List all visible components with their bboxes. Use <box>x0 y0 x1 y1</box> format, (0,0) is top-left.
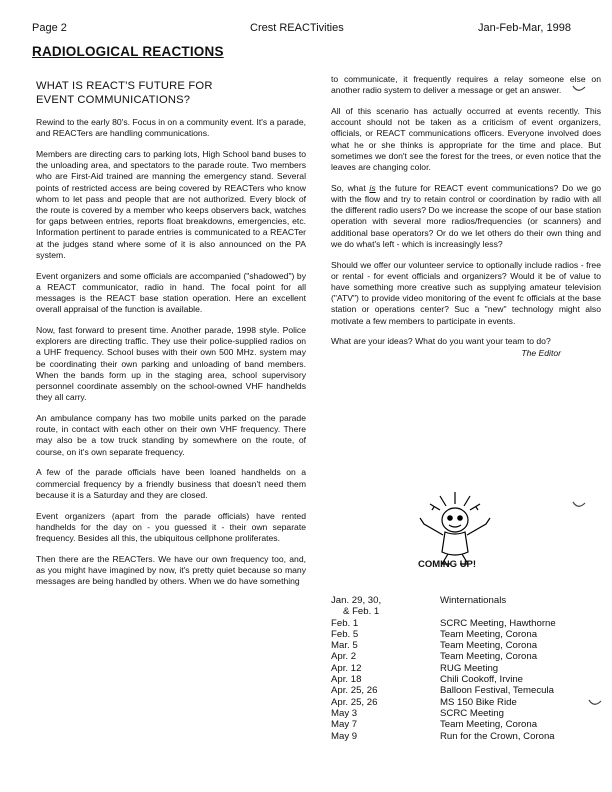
paragraph <box>331 183 601 250</box>
paragraph: An ambulance company has two mobile units parked on the parade route, in contact with each other on their own VHF frequency. There may also be a tow truck standing by somewhere on the route, of course, on it's own separate frequency. <box>36 413 306 457</box>
paragraph: A few of the parade officials have been loaned handhelds on a commercial frequency by a friendly business that doesn't need them because it is a Saturday and they are closed. <box>36 467 306 500</box>
subheading-line-1: WHAT IS REACT'S FUTURE FOR <box>36 80 213 92</box>
paragraph: All of this scenario has actually occurred at events recently. This account should not be taken as a criticism of event organizers, officials, or REACT communications officers. Everyone involved does what he or she thinks is appropriate for the time and place. But sometimes we don't see the forest for the trees, or even notice that the leaves are changing color. <box>331 106 601 173</box>
event-row <box>331 708 601 719</box>
event-date: Apr. 2 <box>331 651 357 663</box>
left-column <box>36 80 306 597</box>
article-subheading <box>36 80 306 107</box>
event-date: Apr. 18 <box>331 674 362 686</box>
paragraph: to communicate, it frequently requires a relay someone else on another radio system to deliver a message or get an answer. <box>331 74 601 96</box>
event-row <box>331 629 601 640</box>
closing-question: What are your ideas? What do you want your team to do? <box>331 336 551 347</box>
event-name: Team Meeting, Corona <box>440 628 538 640</box>
scan-mark-icon <box>588 698 602 710</box>
event-row <box>331 618 601 629</box>
issue-date: Jan-Feb-Mar, 1998 <box>478 22 571 34</box>
newsletter-title: Crest REACTivities <box>250 22 344 34</box>
event-date: Apr. 12 <box>331 662 362 674</box>
event-name: RUG Meeting <box>440 662 499 674</box>
event-date: May 9 <box>331 730 358 742</box>
page-number: Page 2 <box>32 22 67 34</box>
scan-mark-icon <box>572 500 586 512</box>
event-name: Team Meeting, Corona <box>440 640 538 652</box>
events-calendar <box>331 595 601 742</box>
event-row <box>331 685 601 696</box>
event-row <box>331 731 601 742</box>
editor-signature: The Editor <box>521 347 561 358</box>
event-name: Run for the Crown, Corona <box>440 730 555 742</box>
event-row <box>331 640 601 651</box>
event-name: Chili Cookoff, Irvine <box>440 674 524 686</box>
subheading-line-2: EVENT COMMUNICATIONS? <box>36 93 191 106</box>
event-date: May 3 <box>331 707 358 719</box>
event-row <box>331 697 601 708</box>
coming-up-mascot-icon <box>410 488 500 570</box>
event-name: Team Meeting, Corona <box>440 719 538 731</box>
event-date: & Feb. 1 <box>343 606 380 618</box>
event-name: Winternationals <box>440 595 507 606</box>
emphasis: is <box>369 182 376 193</box>
event-date: Feb. 5 <box>331 628 359 640</box>
paragraph: Now, fast forward to present time. Another parade, 1998 style. Police explorers are directing traffic. They use their police-supplied radios on a UHF frequency. School buses with their own 500 MHz. system may be coordinating their own parking and unloading of band members. When the bands form up in the staging area, school supervisory personnel coordinate assembly on the school-owned VHF handhelds they all carry. <box>36 325 306 403</box>
event-name: Team Meeting, Corona <box>440 651 538 663</box>
event-name: SCRC Meeting, Hawthorne <box>440 617 556 629</box>
event-date: Jan. 29, 30, <box>331 595 382 606</box>
event-row <box>331 719 601 730</box>
event-row <box>331 663 601 674</box>
paragraph: Should we offer our volunteer service to optionally include radios - free or rental - for event officials and organizers? Would it be of value to have something more creative such as supplying amateur television ("ATV") to provide video monitoring of the event fc officials at the base station or operations center? Suc a "new" technology might also motivate a few members to participate in events. <box>331 259 601 326</box>
event-name: MS 150 Bike Ride <box>440 696 517 708</box>
paragraph: Rewind to the early 80's. Focus in on a community event. It's a parade, and REACTers are handling communications. <box>36 117 306 139</box>
event-row <box>331 674 601 685</box>
paragraph: Members are directing cars to parking lots, High School band buses to the unloading area, and spectators to the parade route. Two members who are First-Aid trained are manning the emergency stand. Several points of restricted access are being covered by REACTers who know whom to let pass and people that are not authorized. Every block of the route is covered by a member who keeps observers back, watches for gaps between entries, reports float breakdowns, emergencies, etc. Information pertinent to parade entries is communicated to a REACTer at the judges stand where some of it is also announced on the PA system. <box>36 149 306 260</box>
section-title: RADIOLOGICAL REACTIONS <box>32 44 224 59</box>
event-name: SCRC Meeting <box>440 707 504 719</box>
event-date: May 7 <box>331 719 358 731</box>
coming-up-label: COMING UP! <box>418 559 477 570</box>
event-date: Feb. 1 <box>331 617 359 629</box>
event-date: Mar. 5 <box>331 640 358 652</box>
paragraph: Event organizers and some officials are accompanied ("shadowed") by a REACT communicator, radio in hand. The focal point for all messages is the REACT base station operation. Here an excellent overall appraisal of the function is available. <box>36 270 306 315</box>
paragraph-text: So, what <box>331 182 370 193</box>
paragraph-text: the future for REACT event communications? Do we go with the flow and try to retain control or coordination by radio with all the different radio users? Do we increase the scope of our base station operation with several more radios/frequencies (or scanners) and additional base operators? Or do we let others do their own thing and we do what's left - which is increasingly less? <box>331 182 602 249</box>
event-row <box>331 595 601 606</box>
event-row <box>331 651 601 662</box>
event-date: Apr. 25, 26 <box>331 685 378 697</box>
event-date: Apr. 25, 26 <box>331 696 378 708</box>
closing-paragraph <box>331 336 601 358</box>
event-row <box>331 606 601 617</box>
right-column <box>331 74 601 359</box>
event-name: Balloon Festival, Temecula <box>440 685 554 697</box>
paragraph: Then there are the REACTers. We have our own frequency too, and, as you might have imagined by now, it's pretty quiet because so many messages are being handled by others. When we do have something <box>36 553 306 587</box>
paragraph: Event organizers (apart from the parade officials) have rented handhelds for the day on - you guessed it - their own separate frequency. Besides all this, the ubiquitous cellphone proliferates. <box>36 510 306 544</box>
scan-mark-icon <box>572 84 586 96</box>
